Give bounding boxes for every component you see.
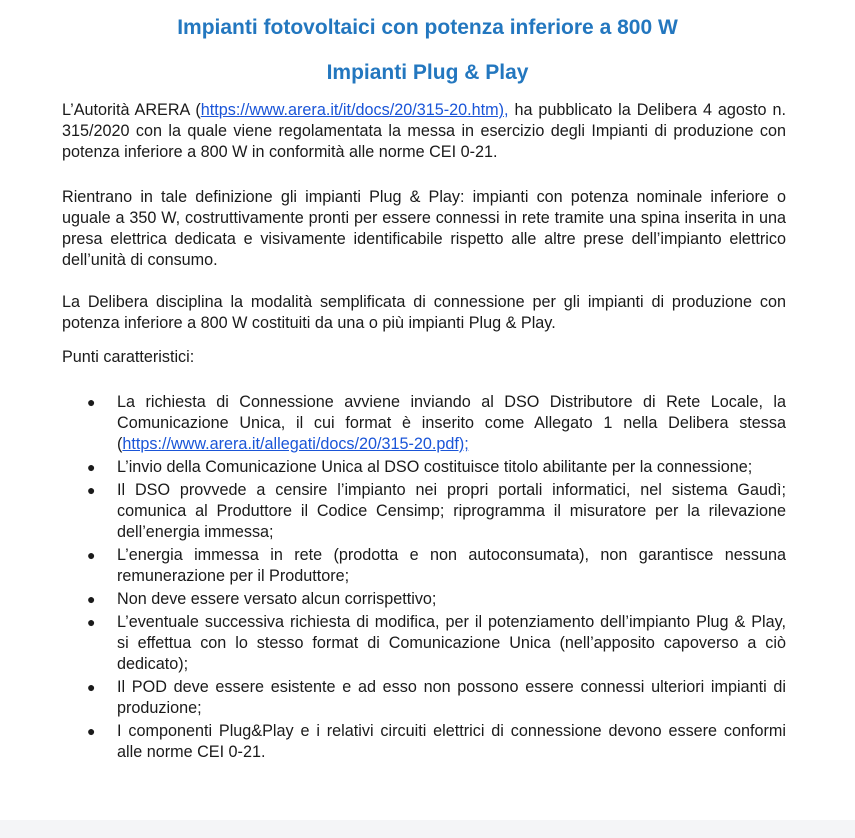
- list-item-text: La richiesta di Connessione avviene inviando al DSO Distributore di Rete Locale, la Comunicazione Unica, il cui format è inserito come Allegato 1 nella Delibera stessa (: [117, 393, 786, 453]
- bullet-icon: ●: [87, 547, 96, 563]
- list-item: [62, 612, 786, 675]
- list-item: [62, 589, 786, 610]
- list-item-text: Il POD deve essere esistente e ad esso non possono essere connessi ulteriori impianti di produzione;: [117, 678, 786, 717]
- list-item: [62, 392, 786, 455]
- list-item: [62, 545, 786, 587]
- paragraph-arera-intro: L’Autorità ARERA (: [62, 101, 201, 119]
- paragraph-key-points-heading: Punti caratteristici:: [62, 348, 195, 366]
- paragraph-plug-and-play-definition: Rientrano in tale definizione gli impianti Plug & Play: impianti con potenza nominale inferiore o uguale a 350 W, costruttivamente pronti per essere connessi in rete tramite una spina inserita in una presa elettrica dedicata e visivamente identificabile rispetto alle altre prese dell’impianto elettrico dell’unità di consumo.: [62, 188, 786, 269]
- bullet-icon: ●: [87, 723, 96, 739]
- list-item: [62, 457, 786, 478]
- bullet-icon: ●: [87, 679, 96, 695]
- arera-delibera-link[interactable]: https://www.arera.it/it/docs/20/315-20.htm),: [200, 101, 509, 119]
- document-title: Impianti fotovoltaici con potenza inferiore a 800 W: [177, 16, 678, 39]
- bullet-icon: ●: [87, 394, 96, 410]
- bullet-icon: ●: [87, 614, 96, 630]
- list-item-text: I componenti Plug&Play e i relativi circuiti elettrici di connessione devono essere conformi alle norme CEI 0-21.: [117, 722, 786, 761]
- bullet-icon: ●: [87, 482, 96, 498]
- allegato-pdf-link[interactable]: https://www.arera.it/allegati/docs/20/315-20.pdf);: [122, 435, 469, 453]
- list-item-text: L’energia immessa in rete (prodotta e non autoconsumata), non garantisce nessuna remunerazione per il Produttore;: [117, 546, 786, 585]
- document-subtitle: Impianti Plug & Play: [326, 61, 529, 84]
- paragraph-arera: [62, 100, 786, 163]
- list-item: [62, 480, 786, 543]
- paragraph-delibera-discipline: La Delibera disciplina la modalità semplificata di connessione per gli impianti di produzione con potenza inferiore a 800 W costituiti da una o più impianti Plug & Play.: [62, 293, 786, 332]
- list-item-text: Il DSO provvede a censire l’impianto nei propri portali informatici, nel sistema Gaudì; comunica al Produttore il Codice Censimp; riprogramma il misuratore per la rilevazione dell’energia immessa;: [117, 481, 786, 541]
- list-item-text: L’eventuale successiva richiesta di modifica, per il potenziamento dell’impianto Plug & Play, si effettua con lo stesso format di Comunicazione Unica (nell’apposito capoverso a ciò dedicato);: [117, 613, 786, 673]
- list-item-text: L’invio della Comunicazione Unica al DSO costituisce titolo abilitante per la connessione;: [117, 458, 753, 476]
- page-bottom-band: [0, 820, 855, 838]
- bullet-icon: ●: [87, 591, 96, 607]
- bullet-icon: ●: [87, 459, 96, 475]
- list-item: [62, 677, 786, 719]
- key-points-list: [62, 392, 786, 765]
- list-item-text: Non deve essere versato alcun corrispettivo;: [117, 590, 437, 608]
- paragraph-arera-rest: ha pubblicato la Delibera 4 agosto n. 315/2020 con la quale viene regolamentata la messa in esercizio degli Impianti di produzione con potenza inferiore a 800 W in conformità alle norme CEI 0-21.: [62, 101, 786, 161]
- list-item: [62, 721, 786, 763]
